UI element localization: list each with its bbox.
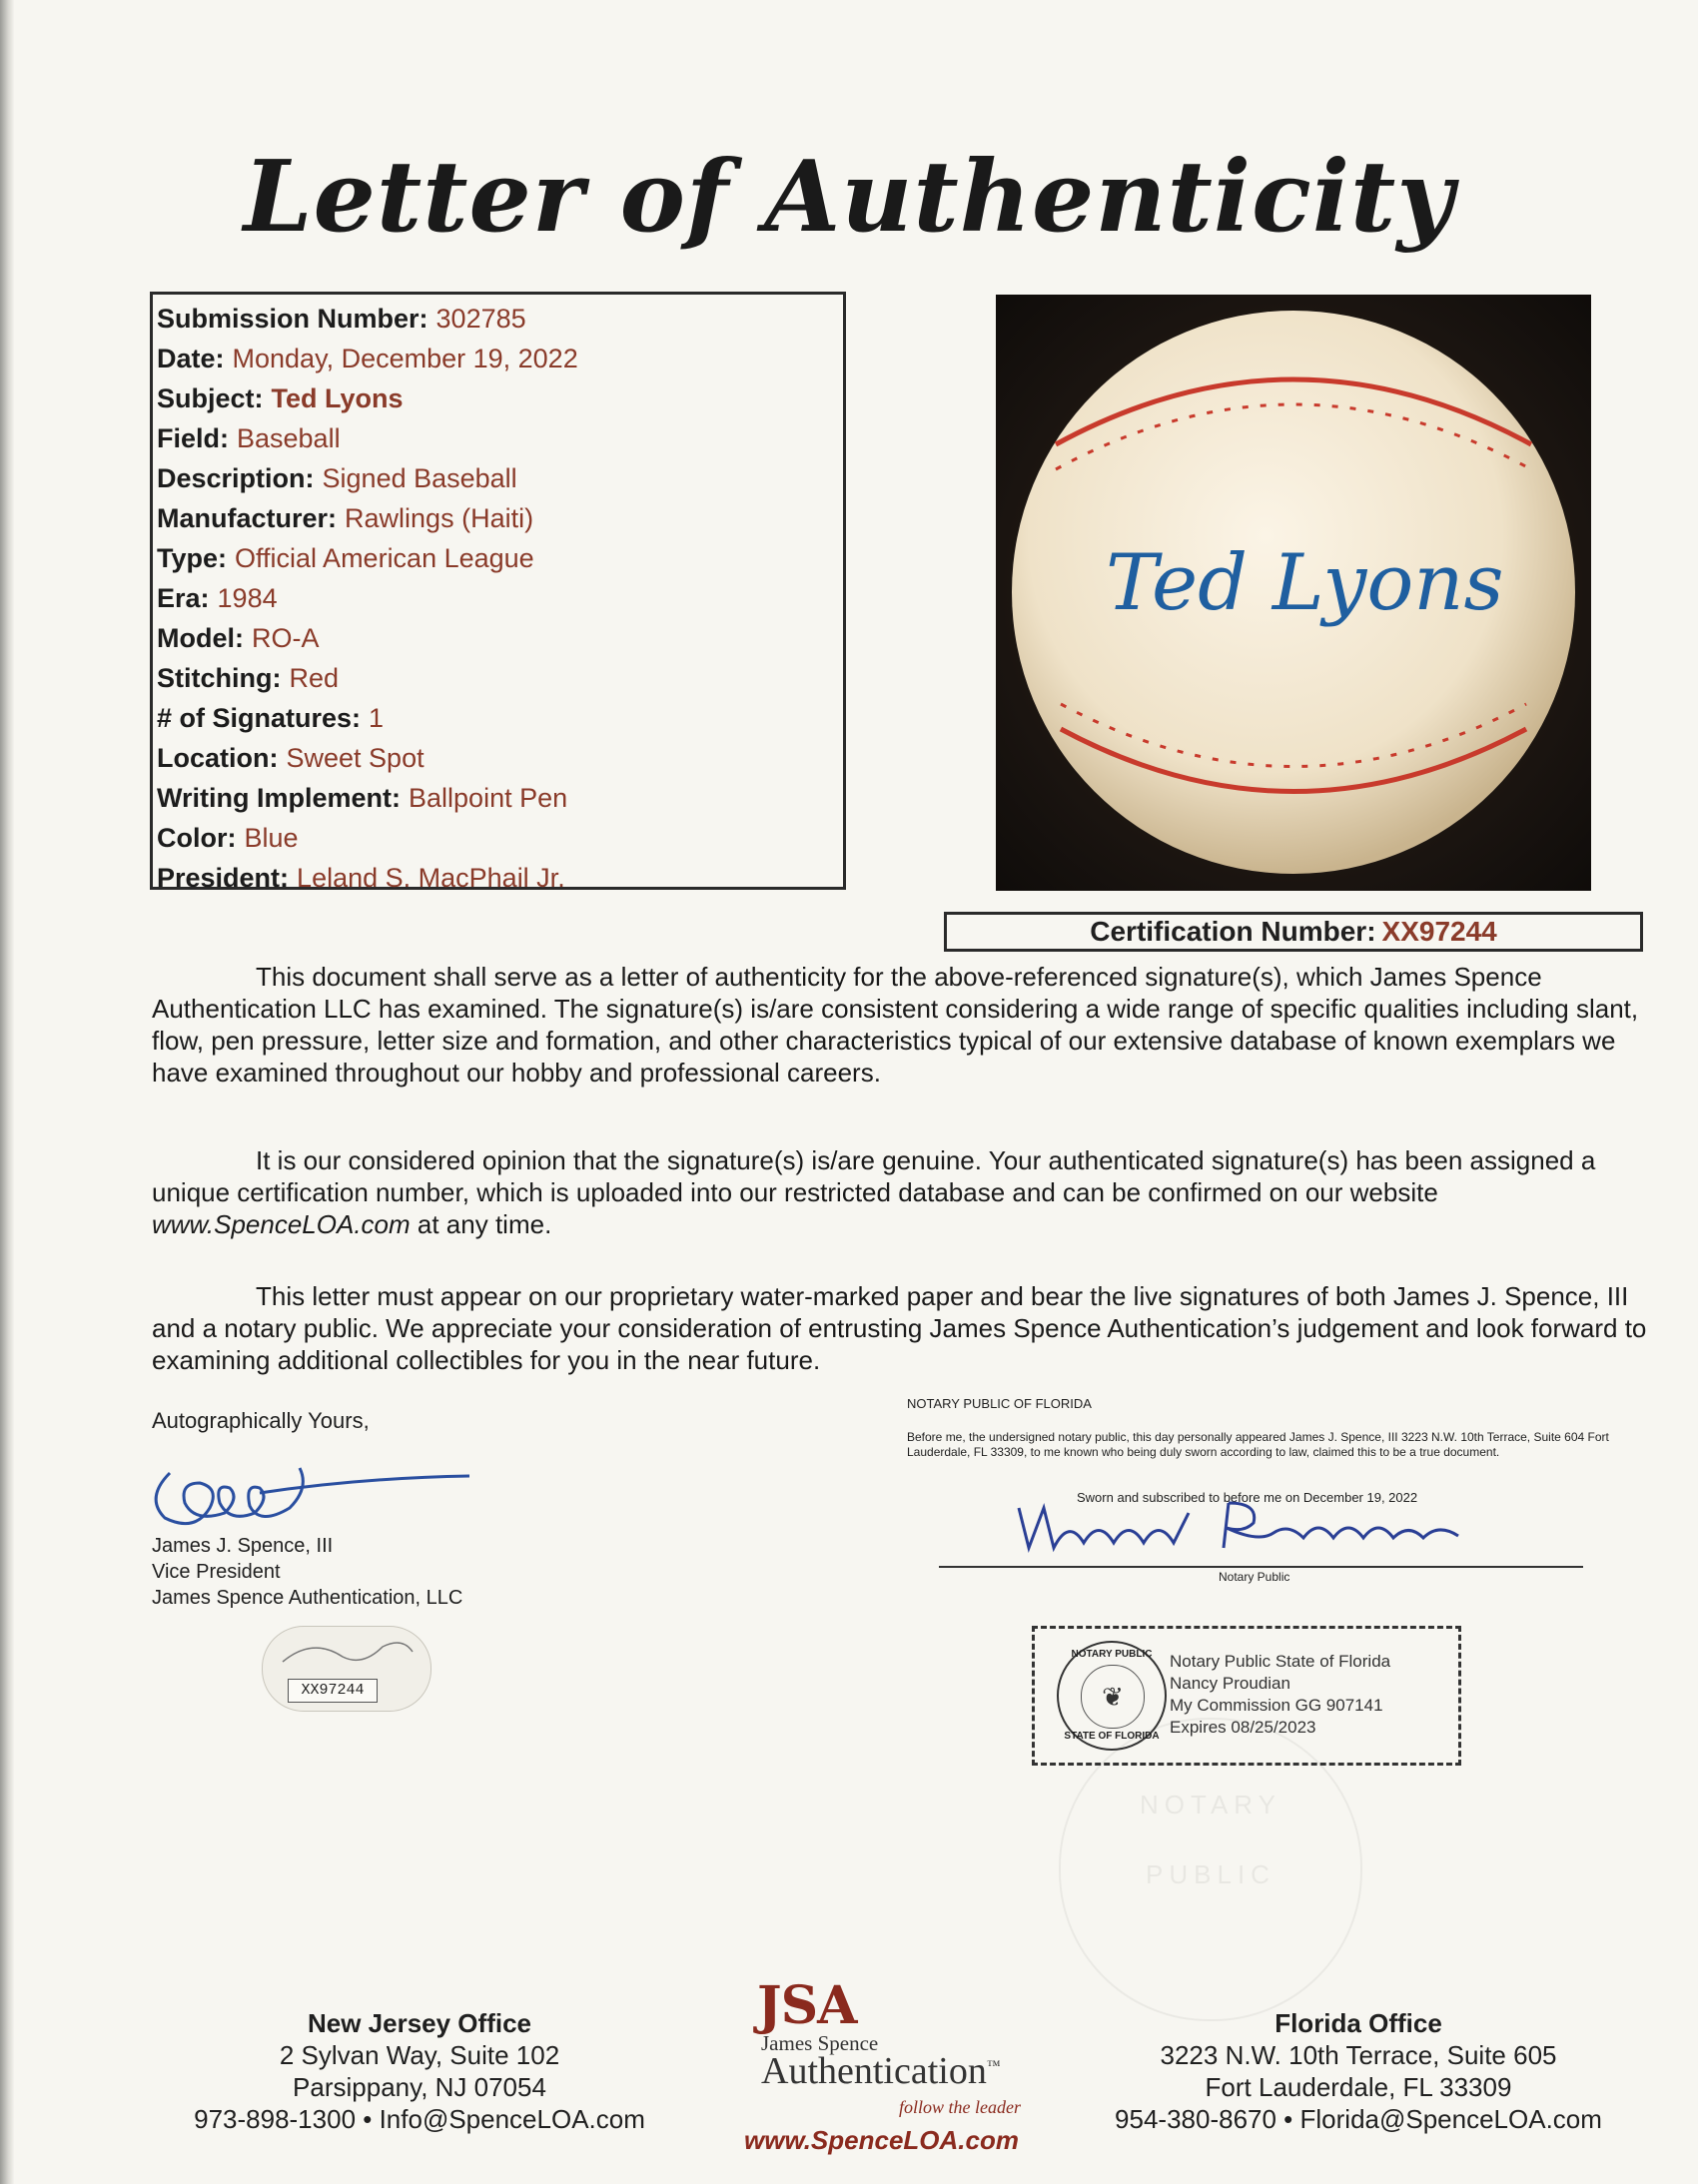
detail-value: 1984 bbox=[217, 583, 278, 613]
detail-label: Model: bbox=[157, 623, 244, 653]
emboss-mid-text: PUBLIC bbox=[1146, 1859, 1275, 1889]
fl-office-line: Fort Lauderdale, FL 33309 bbox=[1205, 2072, 1512, 2102]
detail-value: Blue bbox=[244, 823, 299, 853]
detail-row-location bbox=[157, 738, 843, 778]
seal-bottom-text: STATE OF FLORIDA bbox=[1064, 1731, 1160, 1742]
stamp-line: Expires 08/25/2023 bbox=[1170, 1718, 1316, 1737]
detail-label: Writing Implement: bbox=[157, 783, 402, 813]
seal-top-text: NOTARY PUBLIC bbox=[1071, 1649, 1153, 1660]
footer-website-link[interactable]: www.SpenceLOA.com bbox=[744, 2125, 1019, 2155]
sticker-code: XX97244 bbox=[288, 1679, 378, 1703]
paragraph-3 bbox=[152, 1280, 1650, 1376]
notary-block bbox=[907, 1396, 1626, 1584]
nj-office-line: 2 Sylvan Way, Suite 102 bbox=[279, 2040, 560, 2070]
detail-value: Leland S. MacPhail Jr. bbox=[297, 863, 565, 893]
detail-row-submission bbox=[157, 299, 843, 339]
jsa-logo-mark: JSA bbox=[757, 1975, 857, 2036]
detail-row-color bbox=[157, 818, 843, 858]
embossed-seal bbox=[1059, 1718, 1362, 2021]
signer-block bbox=[152, 1408, 651, 1609]
jsa-logo-auth-text: Authentication bbox=[761, 2050, 987, 2092]
jsa-logo-tagline: follow the leader bbox=[899, 2097, 1021, 2117]
jsa-logo-name: James Spence bbox=[761, 2031, 879, 2055]
jsa-hologram-sticker bbox=[262, 1626, 431, 1712]
detail-value: RO-A bbox=[252, 623, 320, 653]
trademark-mark: ™ bbox=[986, 2058, 1001, 2074]
ball-signature: Ted Lyons bbox=[1106, 538, 1504, 628]
fl-office-line: 3223 N.W. 10th Terrace, Suite 605 bbox=[1160, 2040, 1557, 2070]
detail-row-field bbox=[157, 418, 843, 458]
jsa-logo-authentication bbox=[761, 2049, 1001, 2093]
cert-value: XX97244 bbox=[1381, 916, 1497, 947]
detail-label: Type: bbox=[157, 543, 228, 573]
detail-row-era bbox=[157, 578, 843, 618]
detail-label: Location: bbox=[157, 743, 279, 773]
notary-signature bbox=[999, 1488, 1498, 1568]
detail-label: Submission Number: bbox=[157, 304, 428, 334]
baseball-photo bbox=[996, 295, 1591, 891]
detail-row-president bbox=[157, 858, 843, 898]
detail-label: # of Signatures: bbox=[157, 703, 362, 733]
scan-edge bbox=[0, 0, 14, 2184]
notary-heading: NOTARY PUBLIC OF FLORIDA bbox=[907, 1396, 1092, 1411]
detail-row-model bbox=[157, 618, 843, 658]
fl-office-heading: Florida Office bbox=[1274, 2008, 1442, 2038]
nj-office-heading: New Jersey Office bbox=[307, 2008, 531, 2038]
detail-value: Signed Baseball bbox=[322, 463, 517, 493]
jsa-logo bbox=[719, 1975, 1059, 2175]
stamp-line: My Commission GG 907141 bbox=[1170, 1696, 1383, 1715]
detail-value: Rawlings (Haiti) bbox=[345, 503, 534, 533]
nj-office bbox=[140, 2007, 699, 2135]
detail-label: Color: bbox=[157, 823, 237, 853]
detail-label: Date: bbox=[157, 344, 225, 373]
detail-row-stitching bbox=[157, 658, 843, 698]
signer-name: James J. Spence, III bbox=[152, 1535, 334, 1557]
paragraph-2-text: It is our considered opinion that the signature(s) is/are genuine. Your authenticated signature(s) has been assigned a unique certification number, which is uploaded into our restricted database and can be confirmed on our website bbox=[152, 1145, 1596, 1207]
detail-label: Subject: bbox=[157, 383, 264, 413]
detail-value: Ted Lyons bbox=[271, 383, 404, 413]
detail-label: Era: bbox=[157, 583, 210, 613]
signer-company: James Spence Authentication, LLC bbox=[152, 1587, 463, 1609]
closing-text: Autographically Yours, bbox=[152, 1408, 370, 1433]
notary-text: Before me, the undersigned notary public, this day personally appeared James J. Spence, III 3223 N.W. 10th Terrace, Suite 604 Fort Lauderdale, FL 33309, to me known who being duly sworn according to law, claimed this to be a true document. bbox=[907, 1430, 1609, 1459]
detail-value: Ballpoint Pen bbox=[409, 783, 568, 813]
detail-value: Official American League bbox=[235, 543, 534, 573]
detail-row-signatures bbox=[157, 698, 843, 738]
paragraph-1-text: This document shall serve as a letter of authenticity for the above-referenced signature(s), which James Spence Authentication LLC has examined. The signature(s) is/are consistent considering a wide range of specific qualities including slant, flow, pen pressure, letter size and formation, and other characteristics typical of our extensive database of known exemplars we have examined throughout our hobby and professional careers. bbox=[152, 962, 1639, 1088]
notary-sworn: Sworn and subscribed to before me on December 19, 2022 bbox=[1077, 1490, 1418, 1505]
spence-signature bbox=[140, 1438, 479, 1538]
signer-role: Vice President bbox=[152, 1561, 281, 1583]
detail-value: Sweet Spot bbox=[286, 743, 424, 773]
detail-value: Monday, December 19, 2022 bbox=[232, 344, 578, 373]
detail-row-date bbox=[157, 339, 843, 378]
detail-row-manufacturer bbox=[157, 498, 843, 538]
fl-office-line: 954-380-8670 • Florida@SpenceLOA.com bbox=[1115, 2104, 1602, 2134]
cert-label: Certification Number: bbox=[1090, 916, 1376, 947]
detail-label: President: bbox=[157, 863, 290, 893]
paragraph-2 bbox=[152, 1144, 1650, 1240]
detail-value: Baseball bbox=[237, 423, 341, 453]
stamp-line: Notary Public State of Florida bbox=[1170, 1652, 1391, 1671]
detail-label: Description: bbox=[157, 463, 315, 493]
detail-value: 302785 bbox=[435, 304, 526, 334]
nj-office-line: Parsippany, NJ 07054 bbox=[293, 2072, 546, 2102]
detail-label: Field: bbox=[157, 423, 229, 453]
baseball-image bbox=[996, 295, 1591, 891]
stamp-line: Nancy Proudian bbox=[1170, 1674, 1290, 1693]
notary-line-label: Notary Public bbox=[1219, 1570, 1290, 1584]
fl-office bbox=[1079, 2007, 1638, 2135]
website-link[interactable]: www.SpenceLOA.com bbox=[152, 1209, 411, 1239]
nj-office-line: 973-898-1300 • Info@SpenceLOA.com bbox=[194, 2104, 645, 2134]
page-title: Letter of Authenticity bbox=[243, 140, 1455, 255]
detail-row-description bbox=[157, 458, 843, 498]
paragraph-2-end: at any time. bbox=[410, 1209, 552, 1239]
detail-row-type bbox=[157, 538, 843, 578]
paragraph-3-text: This letter must appear on our proprietary water-marked paper and bear the live signatures of both James J. Spence, III and a notary public. We appreciate your consideration of entrusting James Spence Authentication’s judgement and look forward to examining additional collectibles for you in the near future. bbox=[152, 1281, 1647, 1375]
eagle-icon: ❦ bbox=[1081, 1665, 1145, 1729]
detail-value: Red bbox=[289, 663, 340, 693]
detail-row-implement bbox=[157, 778, 843, 818]
paragraph-1 bbox=[152, 961, 1650, 1089]
signer-names bbox=[152, 1533, 462, 1611]
detail-row-subject bbox=[157, 378, 843, 418]
detail-label: Stitching: bbox=[157, 663, 282, 693]
certification-number bbox=[944, 912, 1643, 952]
details-box bbox=[150, 292, 846, 893]
detail-label: Manufacturer: bbox=[157, 503, 338, 533]
emboss-top-text: NOTARY bbox=[1140, 1790, 1281, 1820]
detail-value: 1 bbox=[369, 703, 385, 733]
sticker-signature bbox=[263, 1627, 430, 1677]
